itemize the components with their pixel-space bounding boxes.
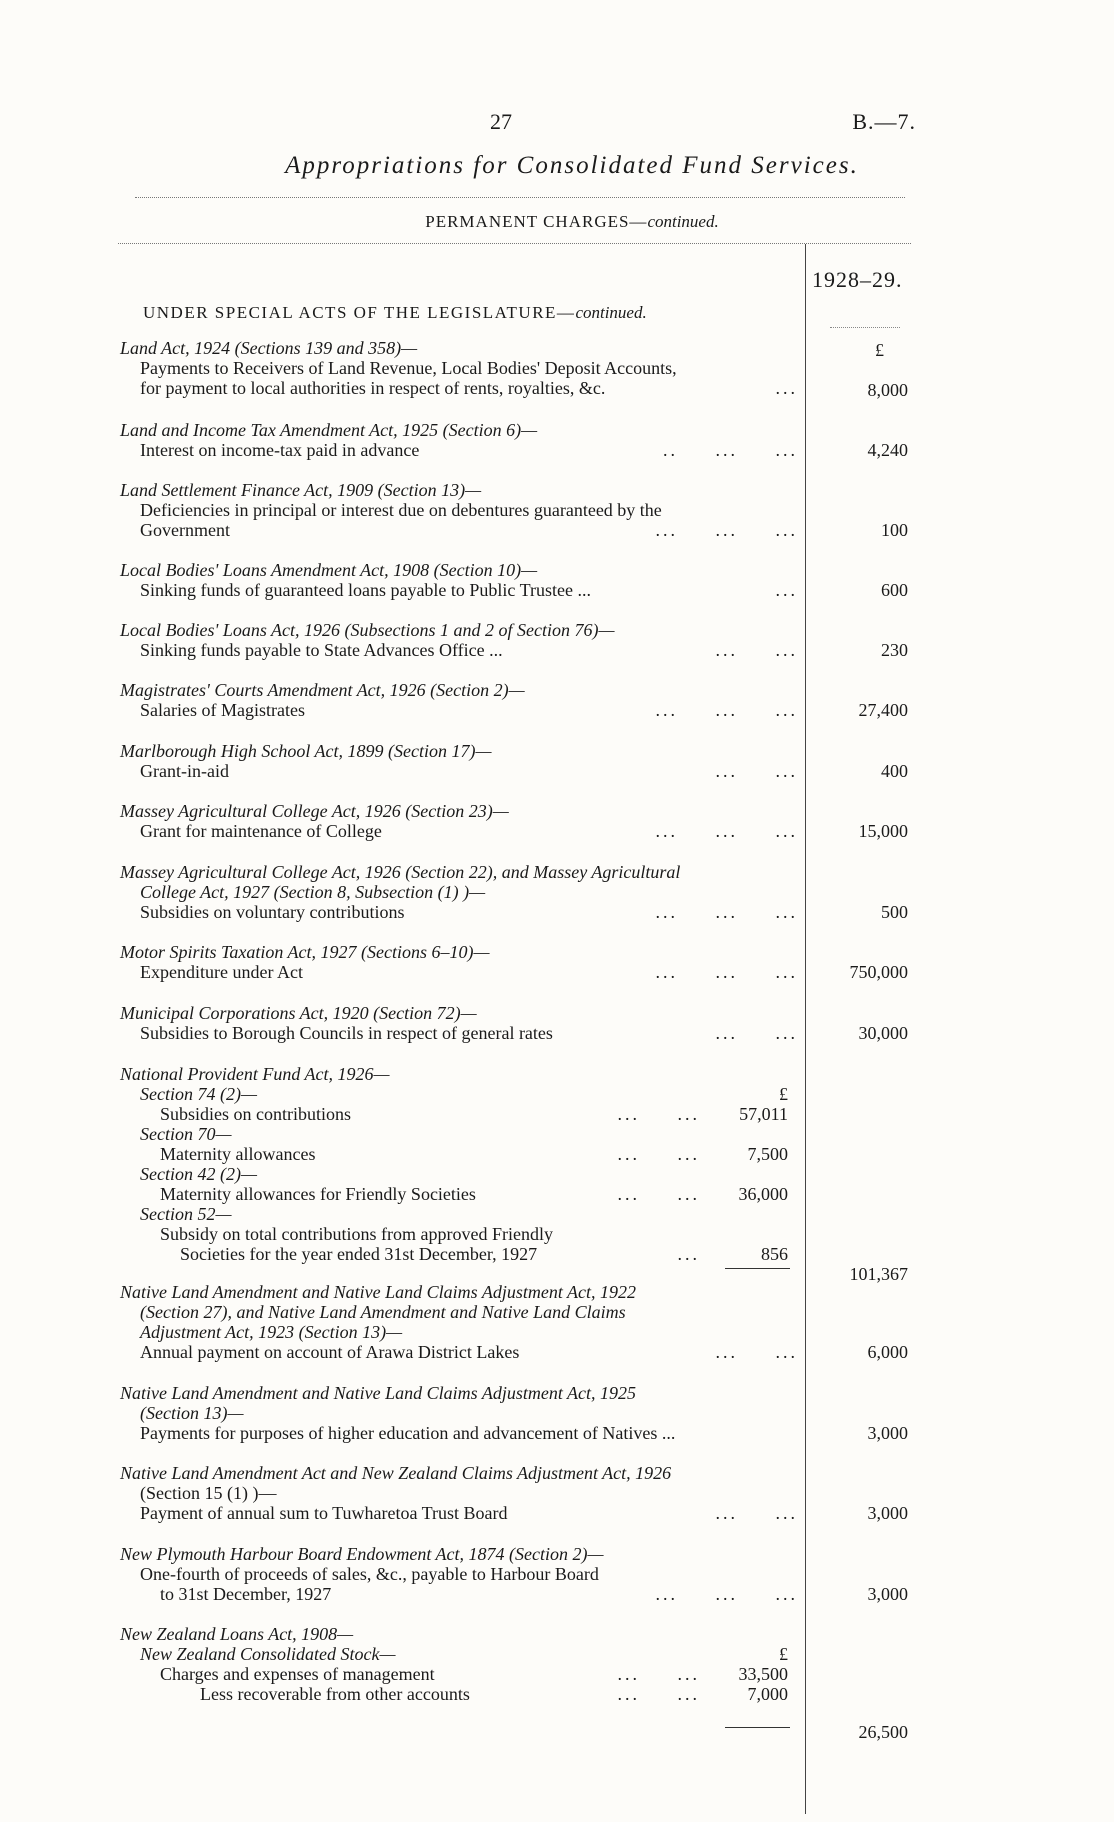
appropriation-entry	[120, 420, 800, 460]
appropriation-entry	[120, 338, 800, 398]
entry-amount: 30,000	[858, 1023, 908, 1043]
act-title: New Zealand Loans Act, 1908—	[120, 1624, 354, 1644]
act-title-continued: (Section 13)—	[140, 1403, 244, 1423]
appropriation-entry	[120, 1544, 800, 1604]
act-title-continued: (Section 15 (1) )—	[140, 1483, 277, 1503]
entry-description: Expenditure under Act ... ... ...	[140, 962, 798, 982]
act-title: National Provident Fund Act, 1926—	[120, 1064, 390, 1084]
entry-amount: 500	[881, 902, 908, 922]
entry-description: Grant-in-aid ... ...	[140, 761, 798, 781]
entry-amount: 3,000	[867, 1584, 908, 1604]
act-title: Motor Spirits Taxation Act, 1927 (Sections 6–10)—	[120, 942, 490, 962]
npf-section: Section 42 (2)—	[140, 1164, 257, 1184]
entry-amount: 8,000	[867, 380, 908, 400]
appropriation-entry	[120, 1282, 800, 1362]
npf-item: Maternity allowances for Friendly Societies ... ... 36,000	[160, 1184, 788, 1204]
page-title: Appropriations for Consolidated Fund Services.	[285, 152, 859, 179]
act-title: Massey Agricultural College Act, 1926 (Section 23)—	[120, 801, 509, 821]
act-title: Municipal Corporations Act, 1920 (Section 72)—	[120, 1003, 477, 1023]
section-heading	[143, 303, 647, 323]
appropriation-entry	[120, 680, 800, 720]
entry-description: Payments to Receivers of Land Revenue, Local Bodies' Deposit Accounts,	[140, 358, 677, 378]
document-reference: B.—7.	[852, 109, 916, 134]
entry-description: Interest on income-tax paid in advance .. ... ...	[140, 440, 798, 460]
npf-item-amount: 7,500	[747, 1144, 788, 1164]
entry-description: Subsidies to Borough Councils in respect of general rates ... ...	[140, 1023, 798, 1043]
npf-item: Societies for the year ended 31st December, 1927 ... 856	[180, 1244, 788, 1264]
act-title: Land and Income Tax Amendment Act, 1925 (Section 6)—	[120, 420, 538, 440]
npf-item-amount: 856	[761, 1244, 788, 1264]
entry-description: Sinking funds payable to State Advances Office ... ... ...	[140, 640, 798, 660]
appropriation-entry	[120, 480, 800, 540]
appropriation-entry	[120, 942, 800, 982]
entry-description: Government ... ... ...	[140, 520, 798, 540]
npf-item: Subsidies on contributions ... ... 57,011	[160, 1104, 788, 1124]
entry-amount: 4,240	[867, 440, 908, 460]
entry-description: Sinking funds of guaranteed loans payable to Public Trustee ... ...	[140, 580, 798, 600]
divider	[830, 327, 900, 328]
entry-description: Salaries of Magistrates ... ... ...	[140, 700, 798, 720]
npf-total: 101,367	[849, 1264, 908, 1284]
nzl-item: Less recoverable from other accounts ... ... 7,000	[200, 1684, 788, 1704]
npf-item-amount: 36,000	[738, 1184, 788, 1204]
appropriation-entry	[120, 1003, 800, 1043]
npf-section: Section 74 (2)— £	[140, 1084, 788, 1104]
act-title: Marlborough High School Act, 1899 (Section 17)—	[120, 741, 492, 761]
npf-section: Section 70—	[140, 1124, 232, 1144]
act-title: Native Land Amendment and Native Land Claims Adjustment Act, 1922	[120, 1282, 636, 1302]
appropriation-entry	[120, 620, 800, 660]
npf-entry	[120, 1064, 800, 1264]
appropriation-entry	[120, 741, 800, 781]
appropriation-entry	[120, 1383, 800, 1443]
entry-amount: 400	[881, 761, 908, 781]
act-title: Magistrates' Courts Amendment Act, 1926 (Section 2)—	[120, 680, 525, 700]
act-title-continued: College Act, 1927 (Section 8, Subsection (1) )—	[140, 882, 486, 902]
entry-amount: 27,400	[858, 700, 908, 720]
entry-description: Grant for maintenance of College ... ... ...	[140, 821, 798, 841]
nzl-entry	[120, 1624, 800, 1704]
nzl-subhead: New Zealand Consolidated Stock— £	[140, 1644, 788, 1664]
nzl-item: Charges and expenses of management ... ... 33,500	[160, 1664, 788, 1684]
section-heading-main: UNDER SPECIAL ACTS OF THE LEGISLATURE—	[143, 303, 576, 322]
pound-sign: £	[779, 1084, 788, 1104]
entry-amount: 6,000	[867, 1342, 908, 1362]
entry-amount: 3,000	[867, 1423, 908, 1443]
page-number: 27	[490, 109, 512, 134]
entry-description: Payments for purposes of higher education and advancement of Natives ...	[140, 1423, 676, 1443]
act-title: New Plymouth Harbour Board Endowment Act, 1874 (Section 2)—	[120, 1544, 604, 1564]
entry-amount: 15,000	[858, 821, 908, 841]
appropriation-entry	[120, 1463, 800, 1523]
entry-description: Annual payment on account of Arawa District Lakes ... ...	[140, 1342, 798, 1362]
npf-item-amount: 57,011	[739, 1104, 788, 1124]
entry-description: Deficiencies in principal or interest due on debentures guaranteed by the	[140, 500, 662, 520]
nzl-item-amount: 7,000	[747, 1684, 788, 1704]
entry-amount: 600	[881, 580, 908, 600]
npf-section: Section 52—	[140, 1204, 232, 1224]
divider	[135, 197, 905, 198]
subtotal-rule	[725, 1727, 790, 1728]
act-title: Massey Agricultural College Act, 1926 (Section 22), and Massey Agricultural	[120, 862, 681, 882]
act-title: Local Bodies' Loans Act, 1926 (Subsections 1 and 2 of Section 76)—	[120, 620, 615, 640]
entry-description: Payment of annual sum to Tuwharetoa Trust Board ... ...	[140, 1503, 798, 1523]
entry-description: to 31st December, 1927 ... ... ...	[160, 1584, 798, 1604]
subtitle-main: PERMANENT CHARGES—	[425, 212, 648, 231]
entry-amount: 230	[881, 640, 908, 660]
appropriation-entry	[120, 862, 800, 922]
act-title: Native Land Amendment and Native Land Claims Adjustment Act, 1925	[120, 1383, 636, 1403]
act-title: Native Land Amendment Act and New Zealand Claims Adjustment Act, 1926	[120, 1463, 672, 1483]
act-title: Land Settlement Finance Act, 1909 (Section 13)—	[120, 480, 482, 500]
column-divider	[805, 244, 806, 1814]
column-header-year: 1928–29.	[812, 267, 903, 292]
pound-sign: £	[779, 1644, 788, 1664]
appropriation-entry	[120, 801, 800, 841]
npf-item: Maternity allowances ... ... 7,500	[160, 1144, 788, 1164]
nzl-item-amount: 33,500	[738, 1664, 788, 1684]
entry-description: One-fourth of proceeds of sales, &c., payable to Harbour Board	[140, 1564, 599, 1584]
subtotal-rule	[725, 1268, 790, 1269]
appropriation-entry	[120, 560, 800, 600]
divider	[118, 243, 911, 244]
entry-description: Subsidies on voluntary contributions ... ... ...	[140, 902, 798, 922]
entry-amount: 750,000	[849, 962, 908, 982]
act-title: Land Act, 1924 (Sections 139 and 358)—	[120, 338, 418, 358]
nzl-net-amount: 26,500	[858, 1722, 908, 1742]
act-title: Local Bodies' Loans Amendment Act, 1908 (Section 10)—	[120, 560, 538, 580]
subtitle-continued: continued.	[647, 212, 719, 231]
page-subtitle	[0, 212, 1114, 232]
act-title-continued: Adjustment Act, 1923 (Section 13)—	[140, 1322, 403, 1342]
entry-amount: 3,000	[867, 1503, 908, 1523]
npf-item: Subsidy on total contributions from approved Friendly	[160, 1224, 553, 1244]
entry-amount: 100	[881, 520, 908, 540]
act-title-continued: (Section 27), and Native Land Amendment and Native Land Claims	[140, 1302, 626, 1322]
pound-sign: £	[875, 340, 884, 360]
section-heading-continued: continued.	[575, 303, 647, 322]
entry-description: for payment to local authorities in respect of rents, royalties, &c. ...	[140, 378, 798, 398]
